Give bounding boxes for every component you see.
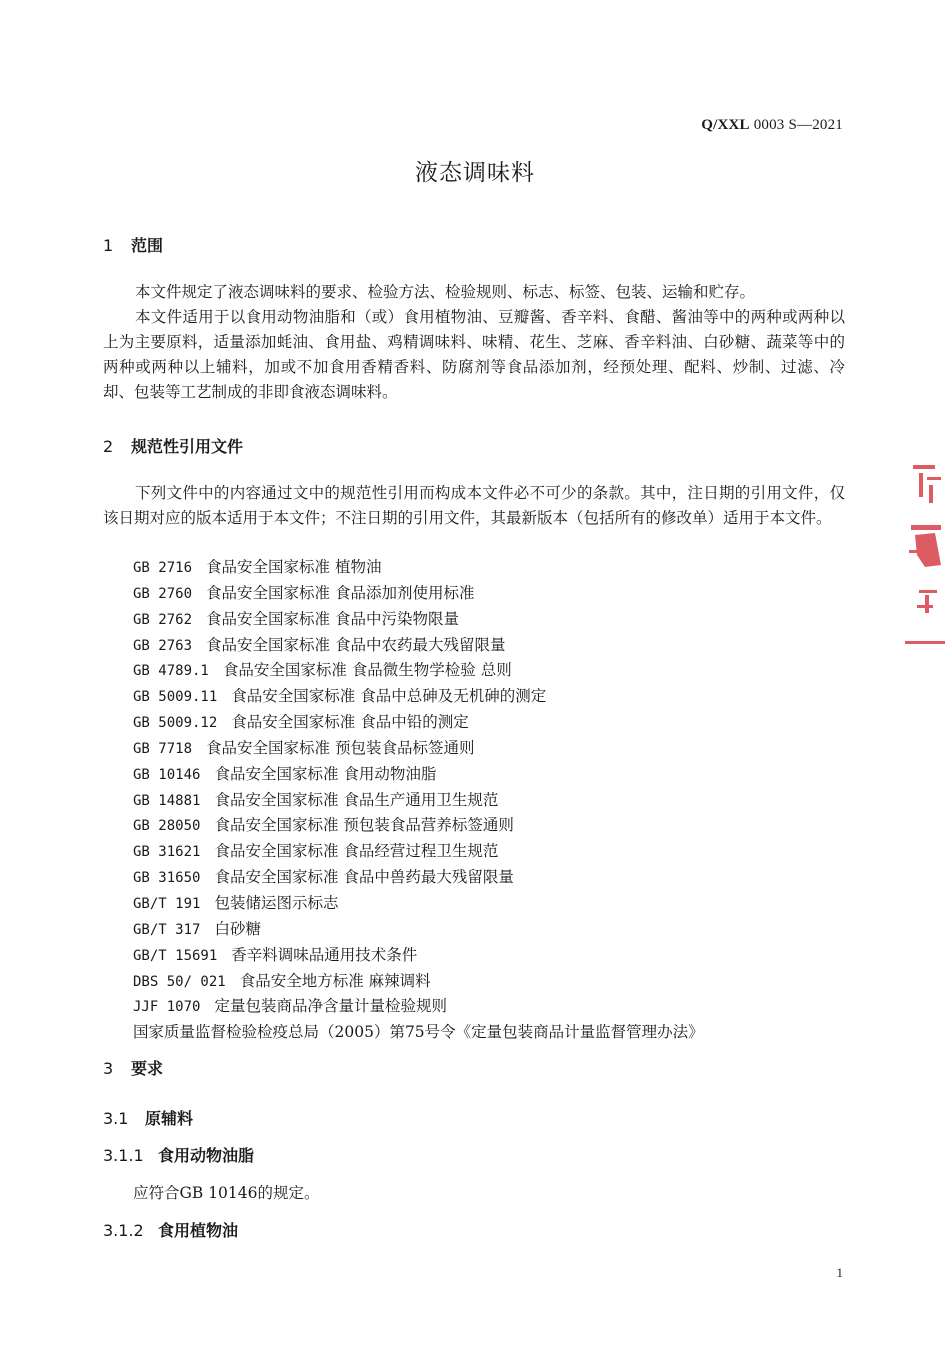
reference-code: DBS 50/ 021: [133, 973, 226, 990]
section-number: 3.1: [103, 1109, 129, 1128]
reference-title: 食品安全国家标准 食品中总砷及无机砷的测定: [231, 687, 547, 706]
reference-item: [133, 813, 704, 839]
section-title: 食用植物油: [158, 1221, 239, 1240]
section-number: 1: [103, 236, 114, 255]
reference-code: GB 31650: [133, 870, 201, 887]
reference-item: [133, 969, 704, 995]
reference-title: 食品安全国家标准 食品中兽药最大残留限量: [214, 868, 514, 887]
reference-title: 食品安全国家标准 食品中污染物限量: [206, 609, 459, 628]
document-title: 液态调味料: [415, 160, 535, 186]
reference-title: 食品安全国家标准 食品生产通用卫生规范: [214, 790, 499, 809]
section-2-heading: [103, 434, 243, 457]
section-3-1-heading: [103, 1106, 193, 1129]
reference-code: GB 10146: [133, 766, 201, 783]
reference-code: GB 2762: [133, 611, 193, 628]
reference-code: GB 7718: [133, 740, 193, 757]
reference-title: 食品安全国家标准 预包装食品标签通则: [206, 738, 475, 757]
section-number: 3.1.1: [103, 1146, 144, 1165]
reference-item: [133, 891, 704, 917]
section-title: 原辅料: [145, 1109, 194, 1128]
reference-code: GB 28050: [133, 818, 201, 835]
section-number: 3.1.2: [103, 1221, 144, 1240]
reference-item: [133, 943, 704, 969]
reference-title: 食品安全地方标准 麻辣调料: [239, 971, 431, 990]
reference-title: 香辛料调味品通用技术条件: [231, 945, 418, 964]
reference-item: [133, 710, 704, 736]
reference-title: 定量包装商品净含量计量检验规则: [214, 997, 447, 1016]
document-code-number: 0003 S—2021: [749, 117, 843, 133]
section-3-1-1-text: 应符合GB 10146的规定。: [133, 1184, 320, 1202]
seal-stamp-fragment: [905, 455, 950, 655]
reference-title: 食品安全国家标准 食用动物油脂: [214, 764, 437, 783]
reference-code: GB/T 317: [133, 921, 201, 938]
section-title: 食用动物油脂: [158, 1146, 255, 1165]
reference-item: [133, 607, 704, 633]
reference-item: [133, 581, 704, 607]
section-number: 3: [103, 1059, 114, 1078]
reference-code: GB 14881: [133, 792, 201, 809]
reference-item: [133, 762, 704, 788]
section-title: 要求: [131, 1059, 164, 1078]
reference-title: 食品安全国家标准 食品添加剂使用标准: [206, 583, 475, 602]
section-3-1-2-heading: [103, 1218, 238, 1241]
reference-title: 食品安全国家标准 食品中铅的测定: [231, 713, 469, 732]
reference-code: GB 2716: [133, 560, 193, 576]
reference-item: 国家质量监督检验检疫总局（2005）第75号令《定量包装商品计量监督管理办法》: [133, 1023, 704, 1042]
section-title: 范围: [131, 236, 164, 255]
section-1-paragraph-1: 本文件规定了液态调味料的要求、检验方法、检验规则、标志、标签、包装、运输和贮存。: [135, 283, 756, 301]
reference-item: [133, 658, 704, 684]
reference-title: 包装储运图示标志: [214, 893, 339, 912]
reference-code: GB 5009.12: [133, 715, 218, 732]
reference-title: 食品安全国家标准 植物油: [206, 558, 382, 576]
section-1-heading: [103, 233, 163, 256]
reference-code: JJF 1070: [133, 999, 201, 1016]
document-code: [701, 117, 843, 134]
reference-title: 食品安全国家标准 食品中农药最大残留限量: [206, 635, 506, 654]
section-2-paragraph: 下列文件中的内容通过文中的规范性引用而构成本文件必不可少的条款。其中，注日期的引用文件，仅该日期对应的版本适用于本文件；不注日期的引用文件，其最新版本（包括所有的修改单）适用于本文件。: [103, 484, 845, 527]
section-3-1-1-heading: [103, 1143, 254, 1166]
reference-item: [133, 994, 704, 1020]
document-code-prefix: Q/XXL: [701, 117, 750, 133]
reference-code: GB 2763: [133, 637, 193, 654]
section-number: 2: [103, 437, 114, 456]
reference-item: [133, 917, 704, 943]
reference-title: 食品安全国家标准 预包装食品营养标签通则: [214, 816, 514, 835]
normative-reference-list: [133, 555, 704, 1045]
reference-item: [133, 633, 704, 659]
page-number: 1: [836, 1265, 843, 1280]
reference-code: GB 4789.1: [133, 663, 209, 680]
reference-item: [133, 555, 704, 581]
section-title: 规范性引用文件: [131, 437, 244, 456]
reference-title: 食品安全国家标准 食品微生物学检验 总则: [222, 661, 512, 680]
reference-item: [133, 839, 704, 865]
reference-code: GB 2760: [133, 585, 193, 602]
reference-code: GB/T 191: [133, 895, 201, 912]
reference-item: [133, 684, 704, 710]
section-1-paragraph-2: 本文件适用于以食用动物油脂和（或）食用植物油、豆瓣酱、香辛料、食醋、酱油等中的两种或两种以上为主要原料，适量添加蚝油、食用盐、鸡精调味料、味精、花生、芝麻、香辛料油、白砂糖、蔬菜等中的两种或两种以上辅料，加或不加食用香精香料、防腐剂等食品添加剂，经预处理、配料、炒制、过滤、冷却、包装等工艺制成的非即食液态调味料。: [103, 308, 845, 401]
reference-title: 食品安全国家标准 食品经营过程卫生规范: [214, 842, 499, 861]
reference-title: 白砂糖: [214, 919, 261, 938]
reference-code: GB/T 15691: [133, 947, 218, 964]
reference-code: GB 31621: [133, 844, 201, 861]
reference-item: [133, 788, 704, 814]
reference-item: [133, 736, 704, 762]
reference-code: GB 5009.11: [133, 689, 218, 706]
section-3-heading: [103, 1056, 163, 1079]
reference-item: [133, 865, 704, 891]
